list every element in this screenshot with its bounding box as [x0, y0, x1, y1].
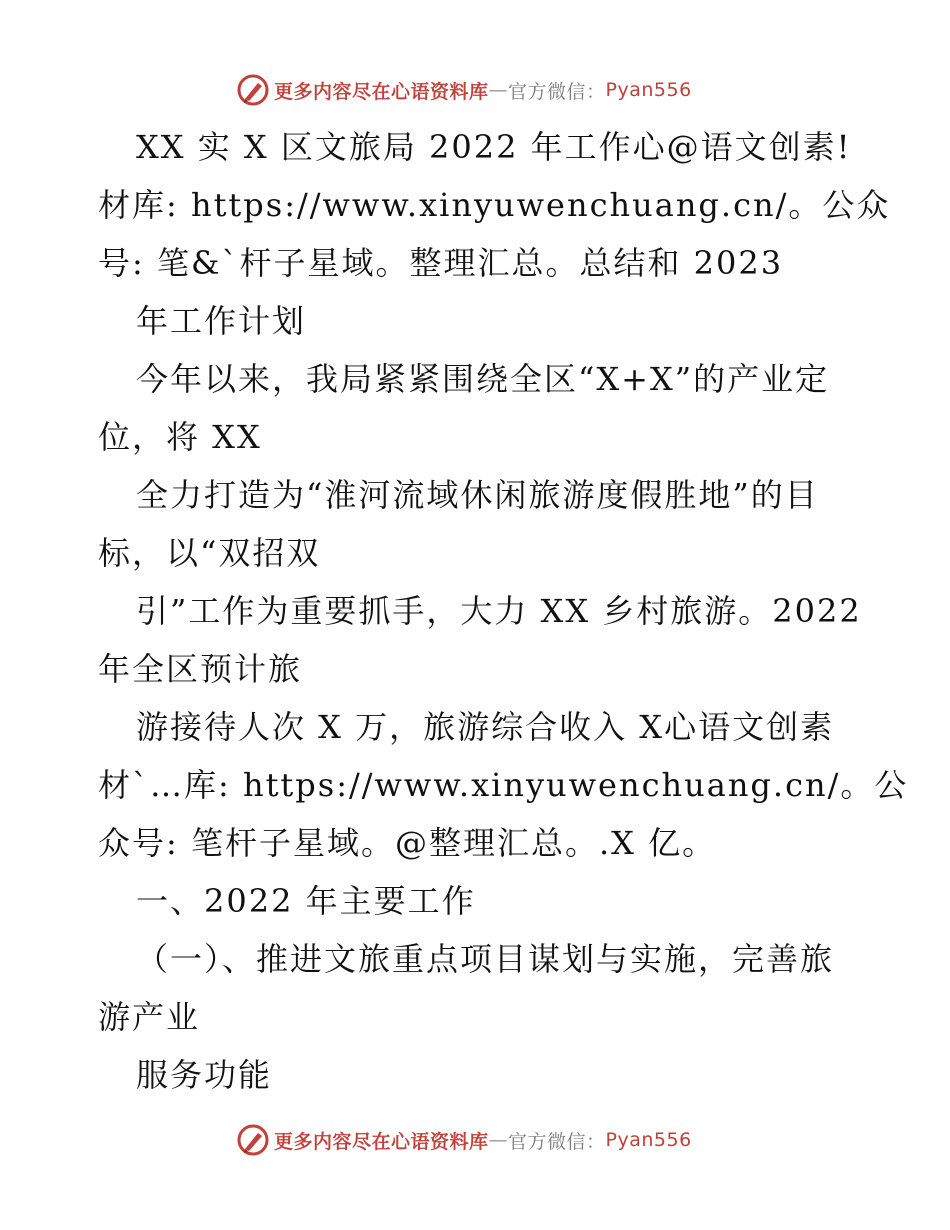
- text-line: 标，以“双招双: [98, 534, 321, 572]
- text-line: 号: 笔&`杆子星域。整理汇总。总结和 2023: [98, 244, 784, 282]
- text-line: 全力打造为“淮河流域休闲旅游度假胜地”的目: [136, 476, 819, 514]
- section-heading: 一、2022 年主要工作: [136, 882, 476, 920]
- banner-wechat-id: Pyan556: [605, 79, 692, 101]
- text-line: 游接待人次 X 万，旅游综合收入 X心语文创素: [136, 708, 835, 746]
- banner-title: 更多内容尽在心语资料库: [274, 1130, 489, 1153]
- header-banner: [236, 72, 716, 108]
- subsection-heading: （一）、推进文旅重点项目谋划与实施，完善旅: [136, 940, 835, 978]
- text-line: 引”工作为重要抓手，大力 XX 乡村旅游。2022: [136, 592, 862, 630]
- text-line: 今年以来，我局紧紧围绕全区“X+X”的产业定: [136, 360, 830, 398]
- banner-dash: —: [488, 79, 509, 101]
- text-line: XX 实 X 区文旅局 2022 年工作心@语文创素!: [136, 128, 852, 166]
- banner-wechat-id: Pyan556: [605, 1129, 692, 1151]
- text-line: 服务功能: [136, 1056, 273, 1094]
- pen-circle-logo-icon: [236, 1123, 270, 1157]
- text-line: 游产业: [98, 998, 201, 1036]
- text-line: 材库: https://www.xinyuwenchuang.cn/。公众: [98, 186, 891, 224]
- banner-title: 更多内容尽在心语资料库: [274, 80, 489, 103]
- banner-wechat-label: 官方微信：: [508, 1130, 606, 1153]
- text-line: 众号: 笔杆子星域。@整理汇总。.X 亿。: [98, 824, 717, 862]
- text-line: 年全区预计旅: [98, 650, 303, 688]
- text-line: 材`…库: https://www.xinyuwenchuang.cn/。公: [98, 766, 909, 804]
- footer-banner: [236, 1122, 716, 1158]
- text-line: 年工作计划: [136, 302, 307, 340]
- text-line: 位，将 XX: [98, 418, 262, 456]
- document-body: [98, 118, 909, 1104]
- banner-dash: —: [488, 1129, 509, 1151]
- banner-wechat-label: 官方微信：: [508, 80, 606, 103]
- pen-circle-logo-icon: [236, 73, 270, 107]
